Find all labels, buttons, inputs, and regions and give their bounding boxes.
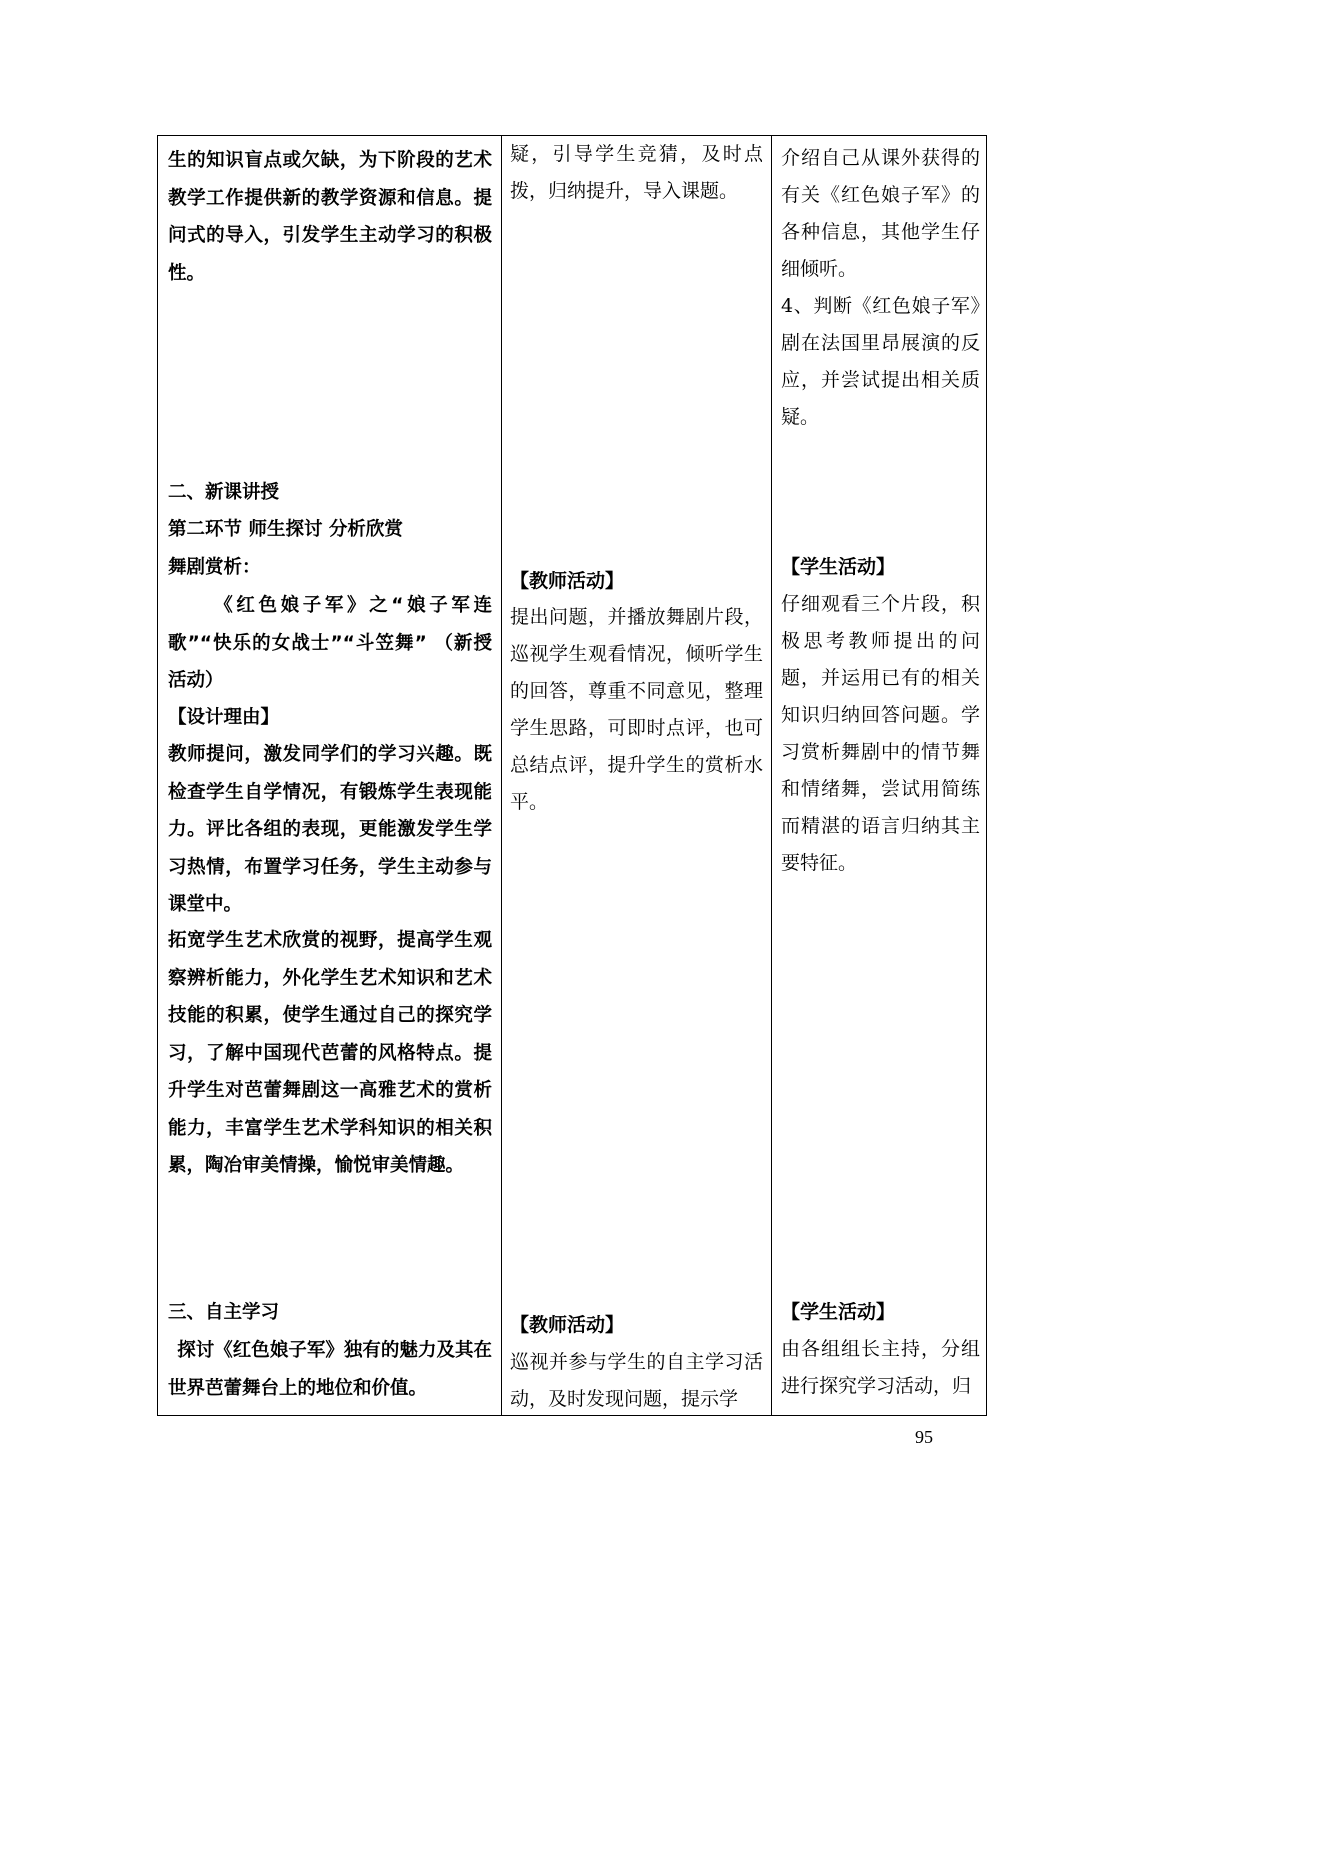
design-reason-paragraph: 教师提问，激发同学们的学习兴趣。既检查学生自学情况，有锻炼学生表现能力。评比各组的表现，更能激发学生学习热情，布置学习任务，学生主动参与课堂中。 bbox=[168, 744, 492, 915]
section2-label: 舞剧赏析： bbox=[168, 557, 261, 578]
teacher-intro-text: 疑，引导学生竞猜，及时点拨，归纳提升，导入课题。 bbox=[510, 143, 763, 202]
section2-subheading: 第二环节 师生探讨 分析欣赏 bbox=[168, 519, 403, 540]
student-activity-column bbox=[771, 136, 988, 1415]
student-intro-text: 介绍自己从课外获得的有关《红色娘子军》的各种信息，其他学生仔细倾听。 bbox=[781, 147, 980, 280]
student-activity-text: 由各组组长主持，分组进行探究学习活动，归 bbox=[781, 1338, 980, 1397]
section2-works: 《红色娘子军》之“娘子军连歌”“快乐的女战士”“斗笠舞” （新授活动） bbox=[168, 595, 492, 691]
teacher-activity-text: 巡视并参与学生的自主学习活动，及时发现问题，提示学 bbox=[510, 1351, 763, 1410]
lesson-plan-table bbox=[157, 135, 987, 1416]
intro-design-text: 生的知识盲点或欠缺，为下阶段的艺术教学工作提供新的教学资源和信息。提问式的导入，引发学生主动学习的积极性。 bbox=[168, 150, 492, 284]
teacher-activity-label: 【教师活动】 bbox=[510, 1314, 625, 1336]
student-activity-label: 【学生活动】 bbox=[781, 1301, 896, 1323]
design-reason-label: 【设计理由】 bbox=[168, 707, 280, 728]
content-column bbox=[158, 136, 501, 1415]
student-activity-label: 【学生活动】 bbox=[781, 556, 896, 578]
teacher-activity-text: 提出问题，并播放舞剧片段，巡视学生观看情况，倾听学生的回答，尊重不同意见，整理学生思路，可即时点评，也可总结点评，提升学生的赏析水平。 bbox=[510, 606, 763, 813]
student-activity-text: 仔细观看三个片段，积极思考教师提出的问题，并运用已有的相关知识归纳回答问题。学习赏析舞剧中的情节舞和情绪舞，尝试用简练而精湛的语言归纳其主要特征。 bbox=[781, 593, 980, 874]
teacher-activity-label: 【教师活动】 bbox=[510, 570, 625, 592]
section3-text: 探讨《红色娘子军》独有的魅力及其在世界芭蕾舞台上的地位和价值。 bbox=[168, 1340, 492, 1399]
design-reason-paragraph: 拓宽学生艺术欣赏的视野，提高学生观察辨析能力，外化学生艺术知识和艺术技能的积累，使学生通过自己的探究学习，了解中国现代芭蕾的风格特点。提升学生对芭蕾舞剧这一高雅艺术的赏析能力，丰富学生艺术学科知识的相关积累，陶冶审美情操，愉悦审美情趣。 bbox=[168, 930, 492, 1176]
teacher-activity-column bbox=[501, 136, 771, 1415]
student-item-4: 4、判断《红色娘子军》剧在法国里昂展演的反应，并尝试提出相关质疑。 bbox=[781, 295, 980, 428]
page-number: 95 bbox=[915, 1427, 933, 1447]
section3-heading: 三、自主学习 bbox=[168, 1302, 280, 1323]
section2-heading: 二、新课讲授 bbox=[168, 482, 280, 503]
